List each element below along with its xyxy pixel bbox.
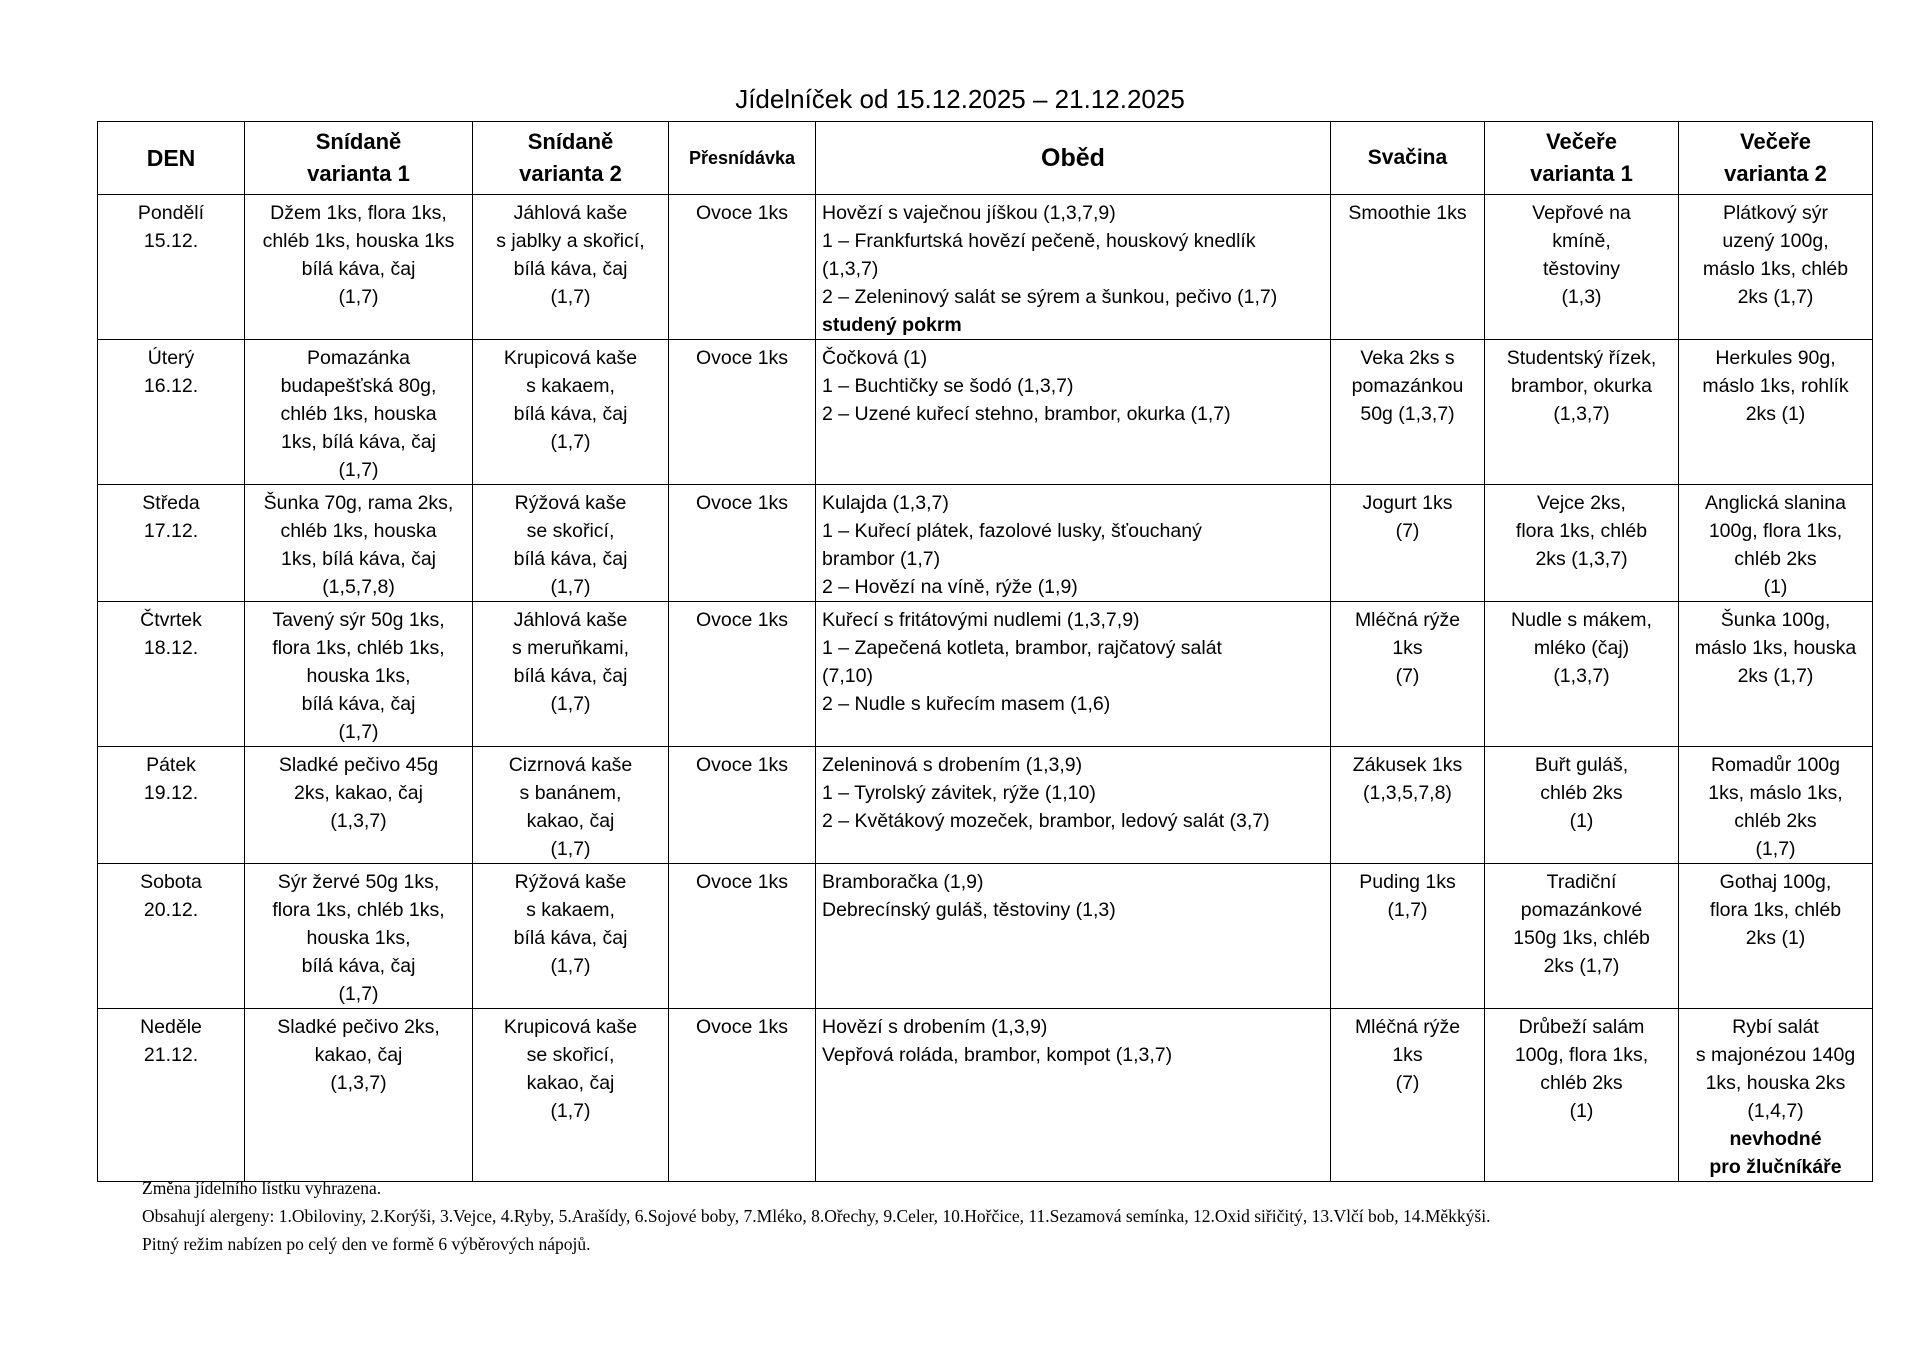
obed-line: 2 – Hovězí na víně, rýže (1,9) [822, 576, 1078, 598]
snidane-2-line: s kakaem, [526, 899, 615, 921]
svacina-line: (7) [1395, 520, 1420, 542]
snidane-2-line: Krupicová kaše [503, 347, 638, 369]
obed-line: brambor (1,7) [822, 548, 941, 570]
svacina-line: Jogurt 1ks [1362, 492, 1453, 514]
vecere-2-line: 1ks, máslo 1ks, [1708, 782, 1843, 804]
vecere-1-line: 100g, flora 1ks, [1514, 1044, 1649, 1066]
svacina-cell [1331, 747, 1485, 864]
snidane-1-cell [245, 1009, 473, 1182]
vecere-1-cell [1485, 864, 1679, 1009]
day-date: 20.12. [143, 899, 199, 921]
snidane-1-line: kakao, čaj [314, 1044, 403, 1066]
snidane-1-line: chléb 1ks, houska [280, 520, 437, 542]
obed-line: 2 – Zeleninový salát se sýrem a šunkou, pečivo (1,7) [822, 286, 1278, 308]
snidane-2-line: bílá káva, čaj [513, 548, 628, 570]
vecere-2-line: (1,7) [1755, 838, 1796, 860]
day-date: 19.12. [143, 782, 199, 804]
snidane-2-line: Jáhlová kaše [513, 609, 628, 631]
obed-line: Čočková (1) [822, 347, 928, 369]
svacina-line: pomazánkou [1351, 375, 1464, 397]
vecere-2-cell [1679, 340, 1873, 485]
snidane-1-line: houska 1ks, [306, 927, 411, 949]
snidane-1-line: 1ks, bílá káva, čaj [281, 548, 436, 570]
note-change: Změna jídelního lístku vyhrazena. [142, 1178, 382, 1198]
day-cell [98, 1009, 245, 1182]
svacina-line: Mléčná rýže [1354, 1016, 1461, 1038]
snidane-2-line: kakao, čaj [526, 810, 615, 832]
snidane-2-line: s meruňkami, [511, 637, 630, 659]
vecere-2-note: pro žlučníkáře [1709, 1156, 1842, 1178]
day-name: Čtvrtek [140, 609, 202, 631]
snidane-1-line: chléb 1ks, houska [280, 403, 437, 425]
vecere-1-line: (1,3,7) [1553, 403, 1610, 425]
obed-line: Kuřecí s fritátovými nudlemi (1,3,7,9) [822, 609, 1140, 631]
header-vecere-2: Večeře varianta 2 [1679, 122, 1873, 195]
vecere-1-line: mléko (čaj) [1533, 637, 1630, 659]
snidane-1-line: 2ks, kakao, čaj [294, 782, 423, 804]
svacina-line: 1ks [1392, 637, 1423, 659]
snidane-1-line: flora 1ks, chléb 1ks, [272, 637, 445, 659]
day-name: Pondělí [137, 202, 205, 224]
vecere-2-line: chléb 2ks [1734, 810, 1817, 832]
snidane-1-line: (1,3,7) [330, 1072, 387, 1094]
obed-line: 2 – Uzené kuřecí stehno, brambor, okurka (1,7) [822, 403, 1231, 425]
snidane-2-line: Rýžová kaše [514, 871, 627, 893]
vecere-2-line: Rybí salát [1732, 1016, 1819, 1038]
snidane-1-cell [245, 602, 473, 747]
vecere-2-line: 2ks (1,7) [1737, 665, 1814, 687]
obed-line: 1 – Buchtičky se šodó (1,3,7) [822, 375, 1074, 397]
snidane-1-line: (1,5,7,8) [322, 576, 395, 598]
note-drinks: Pitný režim nabízen po celý den ve formě 6 výběrových nápojů. [142, 1234, 591, 1254]
vecere-1-line: (1) [1569, 810, 1594, 832]
snidane-2-line: bílá káva, čaj [513, 258, 628, 280]
day-cell [98, 195, 245, 340]
snidane-2-line: s jablky a skořicí, [496, 230, 645, 252]
vecere-1-line: Vepřové na [1532, 202, 1631, 224]
snidane-2-line: (1,7) [550, 431, 591, 453]
snidane-2-line: s kakaem, [526, 375, 615, 397]
day-row [98, 485, 1873, 602]
vecere-1-line: Nudle s mákem, [1511, 609, 1652, 631]
snidane-1-line: flora 1ks, chléb 1ks, [272, 899, 445, 921]
header-den: DEN [98, 122, 245, 195]
svacina-line: Puding 1ks [1359, 871, 1456, 893]
vecere-1-line: těstoviny [1543, 258, 1620, 280]
snidane-1-cell [245, 485, 473, 602]
snidane-1-line: budapešťská 80g, [280, 375, 437, 397]
vecere-1-line: flora 1ks, chléb [1515, 520, 1648, 542]
svacina-cell [1331, 485, 1485, 602]
day-date: 16.12. [143, 375, 199, 397]
snidane-1-line: Pomazánka [307, 347, 410, 369]
snidane-2-line: (1,7) [550, 838, 591, 860]
svacina-line: Smoothie 1ks [1348, 202, 1467, 224]
snidane-1-line: Sýr žervé 50g 1ks, [277, 871, 440, 893]
snidane-2-line: (1,7) [550, 576, 591, 598]
obed-line: Zeleninová s drobením (1,3,9) [822, 754, 1083, 776]
vecere-2-line: s majonézou 140g [1695, 1044, 1856, 1066]
vecere-1-cell [1485, 340, 1679, 485]
obed-cell [816, 864, 1331, 1009]
footer-notes [142, 1174, 1490, 1258]
vecere-2-line: 1ks, houska 2ks [1705, 1072, 1846, 1094]
obed-cell [816, 195, 1331, 340]
day-cell [98, 747, 245, 864]
vecere-2-line: 100g, flora 1ks, [1708, 520, 1843, 542]
obed-line: Vepřová roláda, brambor, kompot (1,3,7) [822, 1044, 1173, 1066]
obed-cell [816, 485, 1331, 602]
snidane-1-line: chléb 1ks, houska 1ks [262, 230, 455, 252]
svacina-cell [1331, 864, 1485, 1009]
snidane-1-line: (1,7) [338, 721, 379, 743]
vecere-1-cell [1485, 485, 1679, 602]
snidane-1-line: bílá káva, čaj [301, 955, 416, 977]
vecere-2-line: flora 1ks, chléb [1709, 899, 1842, 921]
vecere-2-line: máslo 1ks, houska [1694, 637, 1857, 659]
vecere-1-line: brambor, okurka [1511, 375, 1652, 397]
obed-cell [816, 340, 1331, 485]
presnidavka-line: Ovoce 1ks [695, 492, 789, 514]
day-cell [98, 485, 245, 602]
snidane-2-cell [473, 602, 669, 747]
presnidavka-line: Ovoce 1ks [695, 871, 789, 893]
svacina-line: (1,3,5,7,8) [1363, 782, 1452, 804]
svacina-line: (7) [1395, 1072, 1420, 1094]
presnidavka-line: Ovoce 1ks [695, 754, 789, 776]
vecere-2-line: Gothaj 100g, [1719, 871, 1832, 893]
day-name: Úterý [147, 347, 195, 369]
header-snidane-2: Snídaně varianta 2 [473, 122, 669, 195]
svacina-line: 50g (1,3,7) [1360, 403, 1455, 425]
snidane-2-line: (1,7) [550, 286, 591, 308]
svacina-cell [1331, 602, 1485, 747]
day-row [98, 1009, 1873, 1182]
presnidavka-cell [669, 747, 816, 864]
day-cell [98, 864, 245, 1009]
snidane-1-line: Sladké pečivo 45g [278, 754, 439, 776]
vecere-1-line: 150g 1ks, chléb [1513, 927, 1650, 949]
snidane-2-line: se skořicí, [526, 520, 615, 542]
header-snidane-1: Snídaně varianta 1 [245, 122, 473, 195]
vecere-2-cell [1679, 195, 1873, 340]
obed-line: Debrecínský guláš, těstoviny (1,3) [822, 899, 1116, 921]
header-vecere-1: Večeře varianta 1 [1485, 122, 1679, 195]
snidane-2-line: (1,7) [550, 955, 591, 977]
vecere-2-line: chléb 2ks [1734, 548, 1817, 570]
day-row [98, 864, 1873, 1009]
presnidavka-cell [669, 602, 816, 747]
vecere-1-cell [1485, 1009, 1679, 1182]
snidane-1-cell [245, 195, 473, 340]
presnidavka-cell [669, 195, 816, 340]
snidane-2-line: bílá káva, čaj [513, 665, 628, 687]
obed-line: Hovězí s vaječnou jíškou (1,3,7,9) [822, 202, 1116, 224]
page-title: Jídelníček od 15.12.2025 – 21.12.2025 [735, 84, 1185, 114]
vecere-2-line: 2ks (1) [1745, 927, 1806, 949]
day-date: 18.12. [143, 637, 199, 659]
presnidavka-cell [669, 485, 816, 602]
vecere-2-line: máslo 1ks, rohlík [1702, 375, 1849, 397]
svacina-line: Mléčná rýže [1354, 609, 1461, 631]
vecere-2-line: (1) [1763, 576, 1788, 598]
obed-note: studený pokrm [822, 314, 962, 336]
obed-line: 1 – Frankfurtská hovězí pečeně, houskový knedlík [822, 230, 1256, 252]
menu-table [97, 121, 1873, 1182]
obed-line: (7,10) [822, 665, 873, 687]
day-row [98, 340, 1873, 485]
vecere-1-cell [1485, 747, 1679, 864]
snidane-2-line: Jáhlová kaše [513, 202, 628, 224]
vecere-1-line: (1,3,7) [1553, 665, 1610, 687]
snidane-1-line: bílá káva, čaj [301, 258, 416, 280]
vecere-2-note: nevhodné [1729, 1128, 1822, 1150]
vecere-2-cell [1679, 1009, 1873, 1182]
snidane-2-cell [473, 195, 669, 340]
svacina-cell [1331, 195, 1485, 340]
snidane-2-line: kakao, čaj [526, 1072, 615, 1094]
snidane-2-line: (1,7) [550, 693, 591, 715]
vecere-1-line: Tradiční [1546, 871, 1617, 893]
snidane-1-line: Tavený sýr 50g 1ks, [272, 609, 445, 631]
day-date: 21.12. [143, 1044, 199, 1066]
vecere-2-cell [1679, 485, 1873, 602]
vecere-2-line: Šunka 100g, [1720, 609, 1831, 631]
snidane-1-line: bílá káva, čaj [301, 693, 416, 715]
svacina-cell [1331, 1009, 1485, 1182]
snidane-2-line: se skořicí, [526, 1044, 615, 1066]
vecere-1-line: Vejce 2ks, [1537, 492, 1626, 514]
snidane-1-line: (1,7) [338, 459, 379, 481]
vecere-2-cell [1679, 864, 1873, 1009]
vecere-2-line: 2ks (1) [1745, 403, 1806, 425]
day-name: Pátek [146, 754, 196, 776]
snidane-2-line: bílá káva, čaj [513, 403, 628, 425]
presnidavka-cell [669, 1009, 816, 1182]
day-cell [98, 602, 245, 747]
snidane-2-line: Rýžová kaše [514, 492, 627, 514]
snidane-1-line: 1ks, bílá káva, čaj [281, 431, 436, 453]
vecere-1-line: 2ks (1,7) [1543, 955, 1620, 977]
snidane-1-cell [245, 340, 473, 485]
presnidavka-line: Ovoce 1ks [695, 202, 789, 224]
vecere-1-line: Buřt guláš, [1534, 754, 1629, 776]
vecere-1-line: chléb 2ks [1540, 782, 1623, 804]
note-allergens: Obsahují alergeny: 1.Obiloviny, 2.Korýši, 3.Vejce, 4.Ryby, 5.Arašídy, 6.Sojové boby, 7.Mléko, 8.Ořechy, 9.Celer, 10.Hořčice, 11.Sezamová semínka, 12.Oxid siřičitý, 13.Vlčí bob, 14.Měkkýši. [142, 1206, 1491, 1226]
vecere-2-line: (1,4,7) [1747, 1100, 1804, 1122]
day-name: Sobota [140, 871, 202, 893]
snidane-1-line: Sladké pečivo 2ks, [277, 1016, 440, 1038]
header-obed: Oběd [816, 122, 1331, 195]
presnidavka-line: Ovoce 1ks [695, 609, 789, 631]
vecere-1-line: 2ks (1,3,7) [1535, 548, 1628, 570]
snidane-1-line: (1,3,7) [330, 810, 387, 832]
svacina-cell [1331, 340, 1485, 485]
header-svacina: Svačina [1331, 122, 1485, 195]
svacina-line: Zákusek 1ks [1352, 754, 1463, 776]
obed-cell [816, 602, 1331, 747]
day-date: 17.12. [143, 520, 199, 542]
vecere-1-line: (1,3) [1561, 286, 1602, 308]
snidane-2-cell [473, 747, 669, 864]
vecere-1-cell [1485, 602, 1679, 747]
vecere-1-line: Drůbeží salám [1518, 1016, 1645, 1038]
svacina-line: (1,7) [1387, 899, 1428, 921]
snidane-1-line: Džem 1ks, flora 1ks, [270, 202, 447, 224]
presnidavka-line: Ovoce 1ks [695, 1016, 789, 1038]
vecere-2-cell [1679, 602, 1873, 747]
obed-line: 1 – Kuřecí plátek, fazolové lusky, šťouchaný [822, 520, 1202, 542]
svacina-line: 1ks [1392, 1044, 1423, 1066]
day-row [98, 747, 1873, 864]
day-date: 15.12. [143, 230, 199, 252]
header-row [98, 122, 1873, 195]
day-name: Neděle [140, 1016, 202, 1038]
obed-line: 1 – Zapečená kotleta, brambor, rajčatový salát [822, 637, 1222, 659]
snidane-1-line: (1,7) [338, 983, 379, 1005]
vecere-1-cell [1485, 195, 1679, 340]
day-row [98, 195, 1873, 340]
obed-line: (1,3,7) [822, 258, 879, 280]
svacina-line: (7) [1395, 665, 1420, 687]
obed-cell [816, 1009, 1331, 1182]
vecere-2-line: 2ks (1,7) [1737, 286, 1814, 308]
vecere-2-line: Herkules 90g, [1715, 347, 1836, 369]
obed-line: Bramboračka (1,9) [822, 871, 984, 893]
snidane-2-line: s banánem, [519, 782, 622, 804]
vecere-2-line: máslo 1ks, chléb [1702, 258, 1849, 280]
vecere-2-line: Romadůr 100g [1711, 754, 1840, 776]
day-row [98, 602, 1873, 747]
snidane-1-line: houska 1ks, [306, 665, 411, 687]
obed-line: Kulajda (1,3,7) [822, 492, 949, 514]
obed-cell [816, 747, 1331, 864]
vecere-1-line: pomazánkové [1520, 899, 1643, 921]
snidane-2-cell [473, 340, 669, 485]
snidane-2-line: (1,7) [550, 1100, 591, 1122]
vecere-1-line: kmíně, [1552, 230, 1611, 252]
presnidavka-line: Ovoce 1ks [695, 347, 789, 369]
obed-line: 2 – Květákový mozeček, brambor, ledový salát (3,7) [822, 810, 1270, 832]
snidane-2-cell [473, 1009, 669, 1182]
vecere-1-line: chléb 2ks [1540, 1072, 1623, 1094]
obed-line: 2 – Nudle s kuřecím masem (1,6) [822, 693, 1111, 715]
snidane-2-line: Cizrnová kaše [508, 754, 633, 776]
presnidavka-cell [669, 864, 816, 1009]
snidane-1-line: Šunka 70g, rama 2ks, [263, 492, 454, 514]
snidane-1-line: (1,7) [338, 286, 379, 308]
snidane-2-cell [473, 864, 669, 1009]
snidane-2-line: bílá káva, čaj [513, 927, 628, 949]
obed-line: Hovězí s drobením (1,3,9) [822, 1016, 1048, 1038]
vecere-2-line: Anglická slanina [1705, 492, 1846, 514]
snidane-1-cell [245, 747, 473, 864]
vecere-1-line: (1) [1569, 1100, 1594, 1122]
svacina-line: Veka 2ks s [1360, 347, 1455, 369]
presnidavka-cell [669, 340, 816, 485]
day-cell [98, 340, 245, 485]
vecere-2-line: Plátkový sýr [1722, 202, 1829, 224]
header-presnidavka: Přesnídávka [669, 122, 816, 195]
obed-line: 1 – Tyrolský závitek, rýže (1,10) [822, 782, 1096, 804]
vecere-2-cell [1679, 747, 1873, 864]
snidane-2-cell [473, 485, 669, 602]
day-name: Středa [142, 492, 200, 514]
snidane-1-cell [245, 864, 473, 1009]
snidane-2-line: Krupicová kaše [503, 1016, 638, 1038]
vecere-2-line: uzený 100g, [1722, 230, 1829, 252]
vecere-1-line: Studentský řízek, [1506, 347, 1657, 369]
